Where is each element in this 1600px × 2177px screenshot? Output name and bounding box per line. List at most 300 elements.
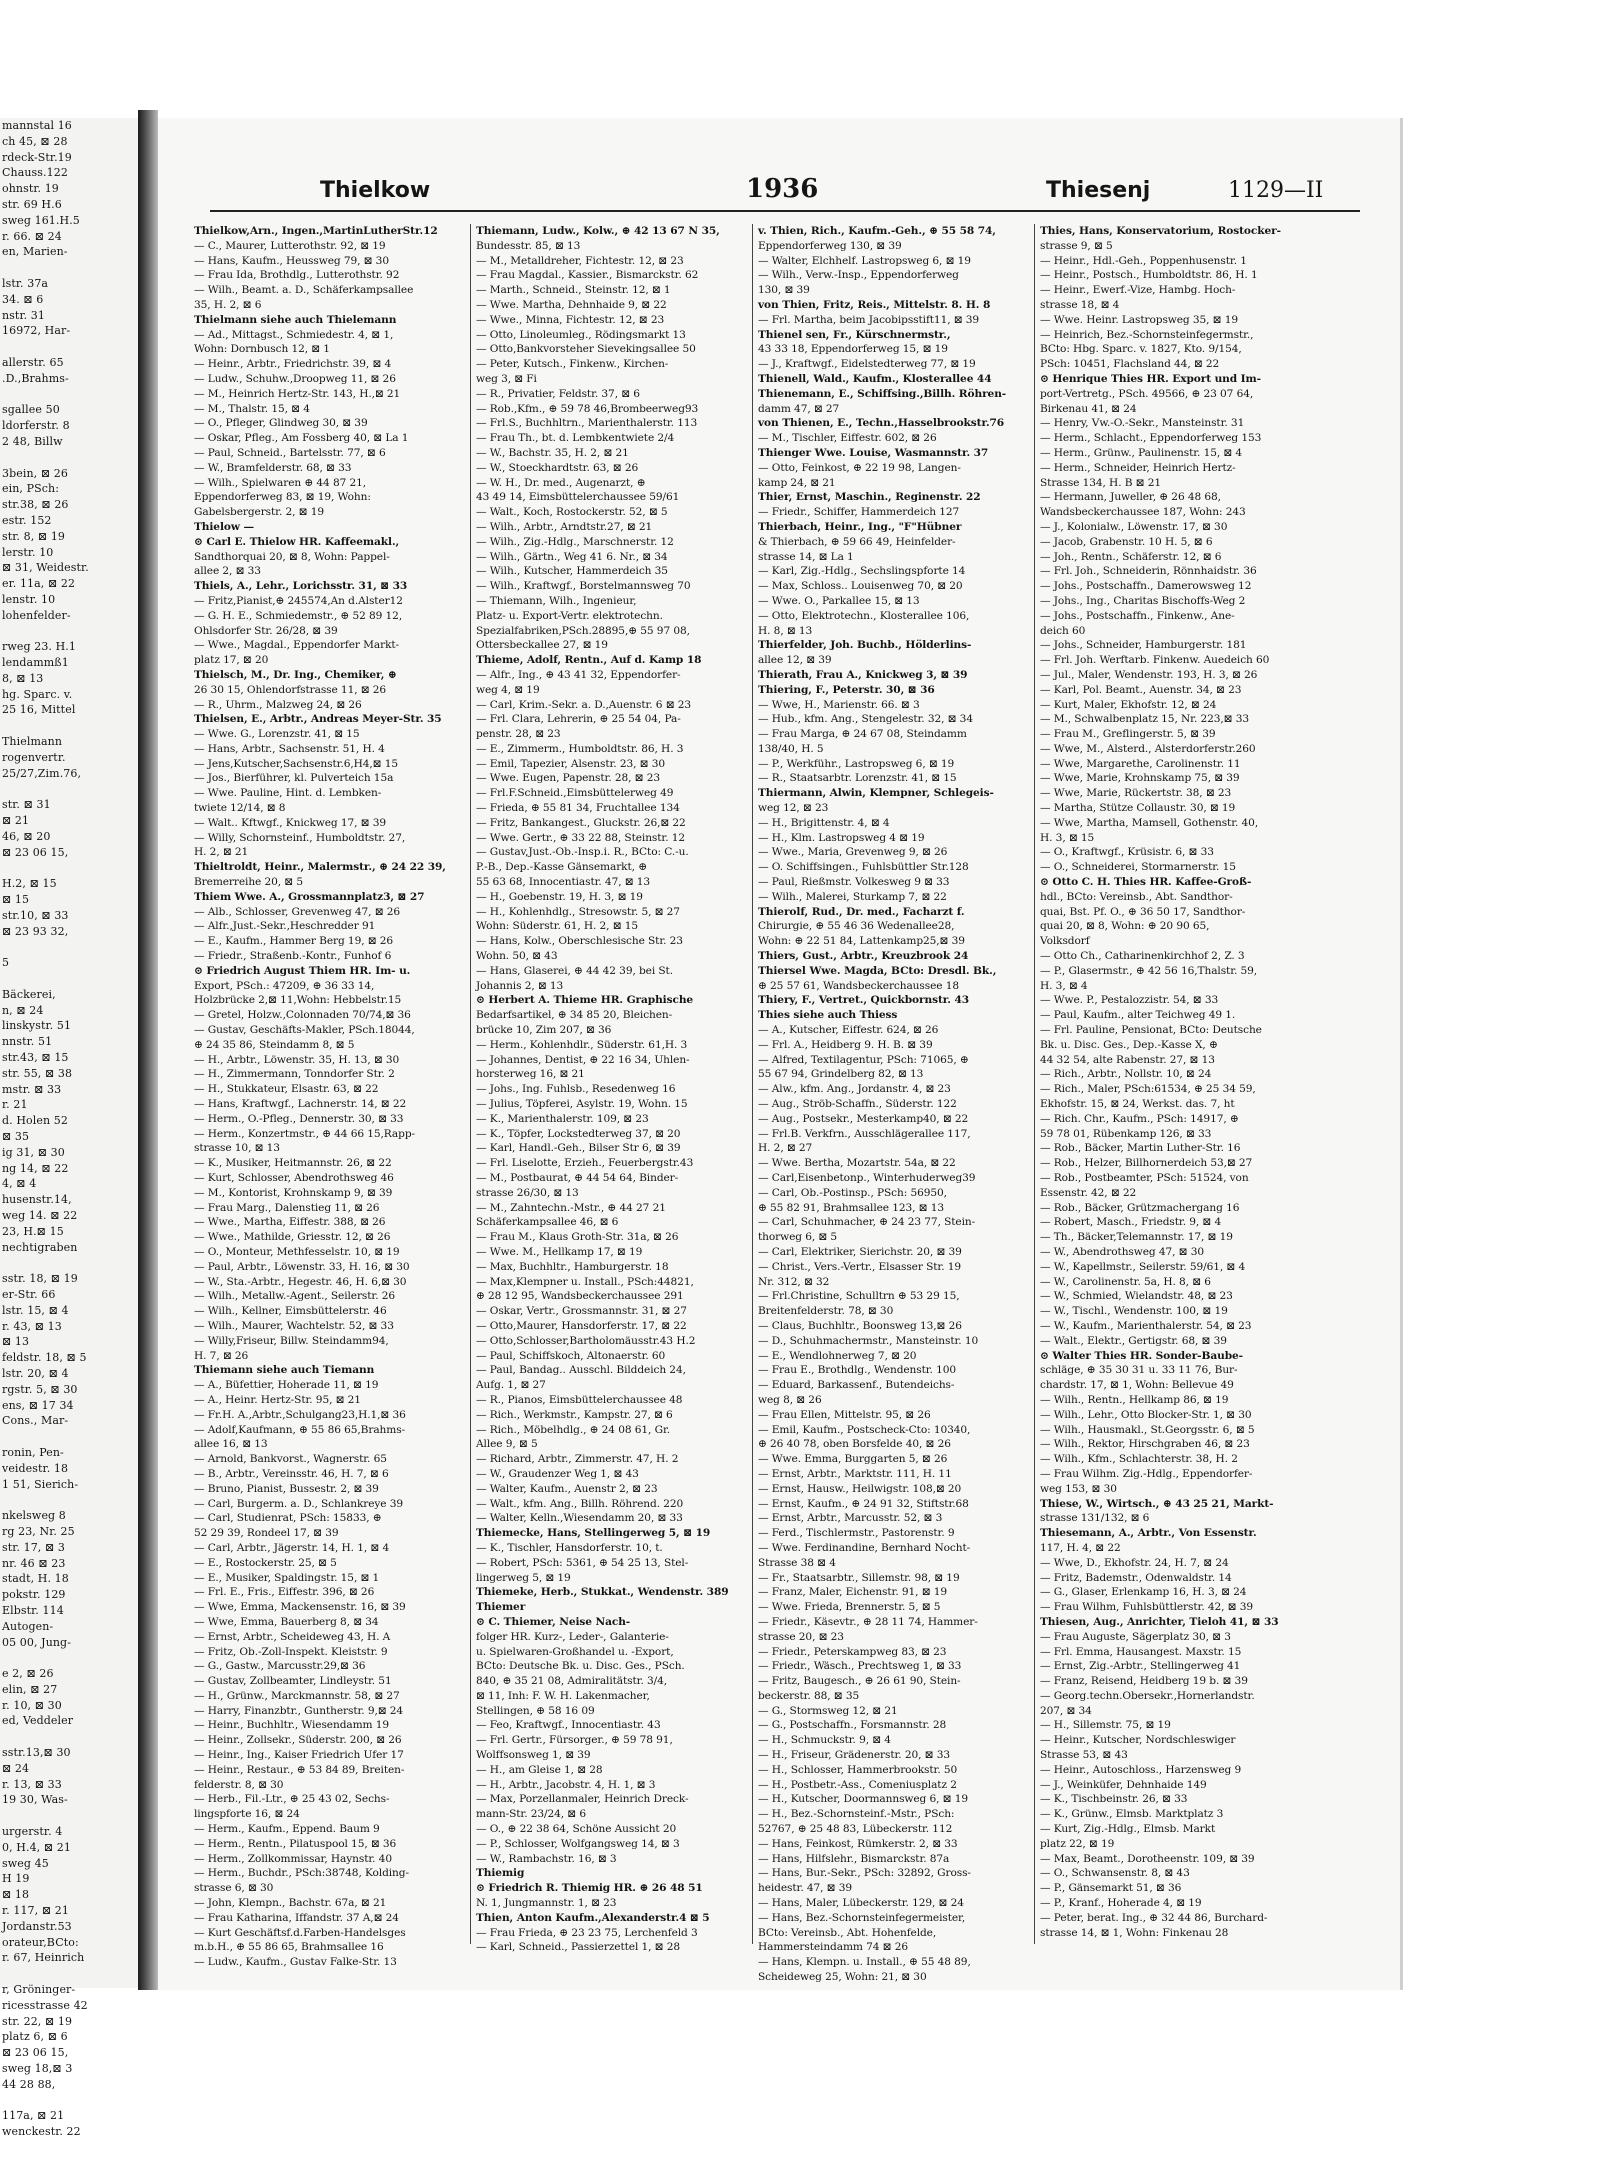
directory-entry-line: 138/40, H. 5 [758,742,824,755]
directory-entry-line: Bk. u. Disc. Ges., Dep.-Kasse X, ⊕ [1040,1038,1218,1051]
left-page-text-fragment: sweg 161.H.5 [2,213,80,227]
directory-entry-line: — Arnold, Bankvorst., Wagnerstr. 65 [194,1453,387,1466]
directory-entry-line: — Wilh., Gärtn., Weg 41 6. Nr., ⊠ 34 [476,550,668,563]
left-page-text-fragment: feldstr. 18, ⊠ 5 [2,1351,87,1365]
directory-entry-line: — Max, Buchhltr., Hamburgerstr. 18 [476,1260,669,1273]
directory-entry-line: 43 33 18, Eppendorferweg 15, ⊠ 19 [758,343,948,356]
left-page-text-fragment: 44 28 88, [2,2077,56,2091]
directory-entry-line: Ekhofstr. 15, ⊠ 24, Werkst. das. 7, ht [1040,1098,1235,1111]
directory-entry-line: — Wwe, D., Ekhofstr. 24, H. 7, ⊠ 24 [1040,1556,1229,1569]
left-page-text-fragment: .D.,Brahms- [2,371,69,385]
left-page-text-fragment: 1 51, Sierich- [2,1477,79,1491]
directory-entry-line: — Ernst, Arbtr., Marcusstr. 52, ⊠ 3 [758,1512,943,1525]
directory-entry-line: — Carl, Krim.-Sekr. a. D.,Auenstr. 6 ⊠ 23 [476,698,692,711]
directory-entry-line: — Herm., Schlacht., Eppendorferweg 153 [1040,432,1262,445]
left-page-text-fragment: lstr. 15, ⊠ 4 [2,1303,69,1317]
directory-entry-line: ⊙ Carl E. Thielow HR. Kaffeemakl., [194,535,400,548]
left-page-text-fragment: platz 6, ⊠ 6 [2,2030,68,2044]
directory-entry-line: ⊙ Friedrich R. Thiemig HR. ⊕ 26 48 51 [476,1882,703,1895]
directory-entry-line: — Heinr., Restaur., ⊕ 53 84 89, Breiten- [194,1763,405,1776]
directory-entry-line: — Wwe. Ferdinandine, Bernhard Nocht- [758,1541,971,1554]
directory-entry-line: — Herm., Zollkommissar, Haynstr. 40 [194,1852,392,1865]
directory-entry-line: — Ernst, Arbtr., Marktstr. 111, H. 11 [758,1467,952,1480]
directory-entry-line: — Frl. A., Heidberg 9. H. B. ⊠ 39 [758,1038,933,1051]
directory-entry-line: Nr. 312, ⊠ 32 [758,1275,830,1288]
directory-entry-line: PSch: 10451, Flachsland 44, ⊠ 22 [1040,358,1220,371]
directory-entry-line: strasse 18, ⊠ 4 [1040,298,1120,311]
directory-entry-line: — M., Tischler, Eiffestr. 602, ⊠ 26 [758,432,937,445]
directory-entry-line: — Johannes, Dentist, ⊕ 22 16 34, Uhlen- [476,1053,690,1066]
directory-entry-line: — Frau M., Greflingerstr. 5, ⊠ 39 [1040,728,1216,741]
directory-entry-line: — Hans, Glaserei, ⊕ 44 42 39, bei St. [476,964,673,977]
directory-entry-line: weg 3, ⊠ Fi [476,372,537,385]
directory-entry-line: — H., Kutscher, Doormannsweg 6, ⊠ 19 [758,1793,969,1806]
directory-entry-line: — O. Schiffsingen., Fuhlsbüttler Str.128 [758,861,969,874]
directory-entry-line: — W., Tischl., Wendenstr. 100, ⊠ 19 [1040,1305,1228,1318]
directory-entry-line: ⊙ Herbert A. Thieme HR. Graphische [476,994,694,1007]
directory-entry-line: — Frau Wilhm, Fuhlsbüttlerstr. 42, ⊠ 39 [1040,1601,1253,1614]
directory-entry-line: — Wwe. O., Parkallee 15, ⊠ 13 [758,594,920,607]
directory-entry-line: mann-Str. 23/24, ⊠ 6 [476,1808,586,1821]
directory-entry-line: Thiese, W., Wirtsch., ⊕ 43 25 21, Markt- [1040,1497,1274,1510]
directory-entry-line: — C., Maurer, Lutterothstr. 92, ⊠ 19 [194,239,386,252]
left-page-text-fragment [0,450,138,466]
directory-entry-line: — Walter, Kelln.,Wiesendamm 20, ⊠ 33 [476,1512,683,1525]
directory-entry-line: ⊠ 11, Inh: F. W. H. Lakenmacher, [476,1689,650,1702]
directory-entry-line: — Heinr., Kutscher, Nordschleswiger [1040,1734,1236,1747]
directory-entry-line: — Ad., Mittagst., Schmiedestr. 4, ⊠ 1, [194,328,394,341]
directory-entry-line: Thierbach, Heinr., Ing., "F"Hübner [758,520,962,533]
directory-entry-line: Essenstr. 42, ⊠ 22 [1040,1186,1137,1199]
directory-entry-line: — Herm., Kohlenhdlr., Süderstr. 61,H. 3 [476,1038,688,1051]
directory-entry-line: — Wwe. Heinr. Lastropsweg 35, ⊠ 19 [1040,313,1239,326]
directory-entry-line: — Frl. Gertr., Fürsorger., ⊕ 59 78 91, [476,1734,673,1747]
directory-entry-line: 130, ⊠ 39 [758,284,810,297]
directory-entry-line: Wandsbeckerchaussee 187, Wohn: 243 [1040,506,1246,519]
directory-entry-line: — H., Grünw., Marckmannstr. 58, ⊠ 27 [194,1689,400,1702]
directory-entry-line: P.-B., Dep.-Kasse Gänsemarkt, ⊕ [476,861,647,874]
directory-entry-line: — Carl, Burgerm. a. D., Schlankreye 39 [194,1497,404,1510]
directory-entry-line: — H., Brigittenstr. 4, ⊠ 4 [758,816,890,829]
directory-entry-line: — H., Stukkateur, Elsastr. 63, ⊠ 22 [194,1083,379,1096]
directory-entry-line: — O., Kraftwgf., Krüsistr. 6, ⊠ 33 [1040,846,1214,859]
directory-entry-line: Thiery, F., Vertret., Quickbornstr. 43 [758,994,969,1007]
left-page-text-fragment: str. 22, ⊠ 19 [2,2014,73,2028]
directory-entry-line: — Wilh., Rentn., Hellkamp 86, ⊠ 19 [1040,1393,1229,1406]
left-page-text-fragment: orateur,BCto: [2,1935,79,1949]
directory-entry-line: — Eduard, Barkassenf., Butendeichs- [758,1379,955,1392]
left-page-text-fragment: mannstal 16 [2,119,72,132]
left-page-text-fragment: ein, PSch: [2,482,59,496]
directory-entry-line: — Otto, Linoleumleg., Rödingsmarkt 13 [476,328,686,341]
directory-entry-line: heidestr. 47, ⊠ 39 [758,1882,852,1895]
directory-entry-line: ⊙ Henrique Thies HR. Export und Im- [1040,372,1261,385]
directory-entry-line: — Wwe. P., Pestalozzistr. 54, ⊠ 33 [1040,994,1219,1007]
directory-entry-line: — Frau Ida, Brothdlg., Lutterothstr. 92 [194,269,400,282]
left-page-text-fragment: str. 55, ⊠ 38 [2,1066,73,1080]
directory-entry-line: — O., Pfleger, Glindweg 30, ⊠ 39 [194,417,368,430]
directory-entry-line: — R., Pianos, Eimsbüttelerchaussee 48 [476,1393,683,1406]
directory-entry-line: Thieltroldt, Heinr., Malermstr., ⊕ 24 22 39, [194,861,446,874]
directory-entry-line: — Ludw., Schuhw.,Droopweg 11, ⊠ 26 [194,372,396,385]
directory-entry-line: allee 12, ⊠ 39 [758,654,832,667]
directory-entry-line: 55 67 94, Grindelberg 82, ⊠ 13 [758,1068,924,1081]
left-page-text-fragment: veidestr. 18 [2,1461,69,1475]
directory-entry-line: — K., Grünw., Elmsb. Marktplatz 3 [1040,1808,1224,1821]
directory-entry-line: 43 49 14, Eimsbüttelerchaussee 59/61 [476,491,680,504]
left-page-text-fragment: lohenfelder- [2,608,71,622]
directory-entry-line: — Max,Klempner u. Install., PSch:44821, [476,1275,694,1288]
left-page-text-fragment: sstr. 18, ⊠ 19 [2,1272,78,1286]
directory-entry-line: — Frieda, ⊕ 55 81 34, Fruchtallee 134 [476,802,680,815]
directory-entry-line: Ottersbeckallee 27, ⊠ 19 [476,639,608,652]
directory-entry-line: strasse 20, ⊠ 23 [758,1630,844,1643]
directory-entry-line: — E., Rostockerstr. 25, ⊠ 5 [194,1556,337,1569]
directory-entry-line: platz 22, ⊠ 19 [1040,1837,1115,1850]
directory-entry-line: — Willy,Friseur, Billw. Steindamm94, [194,1334,389,1347]
left-page-text-fragment: 34. ⊠ 6 [2,292,44,306]
left-page-text-fragment: Autogen- [2,1619,54,1633]
directory-entry-line: Schäferkampsallee 46, ⊠ 6 [476,1216,619,1229]
left-page-text-fragment: pokstr. 129 [2,1588,66,1602]
directory-entry-line: — Wilh., Maurer, Wachtelstr. 52, ⊠ 33 [194,1319,394,1332]
directory-entry-line: — Walter, Elchhelf. Lastropsweg 6, ⊠ 19 [758,254,971,267]
directory-entry-line: — Wwe. Eugen, Papenstr. 28, ⊠ 23 [476,772,660,785]
directory-entry-line: — Th., Bäcker,Telemannstr. 17, ⊠ 19 [1040,1231,1233,1244]
directory-entry-line: — Wilh., Kellner, Eimsbüttelerstr. 46 [194,1305,387,1318]
directory-entry-line: — Wilh., Beamt. a. D., Schäferkampsallee [194,284,414,297]
directory-entry-line: — Paul, Arbtr., Löwenstr. 33, H. 16, ⊠ 30 [194,1260,410,1273]
left-page-text-fragment: nr. 46 ⊠ 23 [2,1556,66,1570]
directory-entry-line: — Otto, Feinkost, ⊕ 22 19 98, Langen- [758,461,961,474]
directory-entry-line: Thiemann, Ludw., Kolw., ⊕ 42 13 67 N 35, [476,225,720,237]
directory-entry-line: — Wilh., Kraftwgf., Borstelmannsweg 70 [476,580,691,593]
directory-entry-line: Thiels, A., Lehr., Lorichsstr. 31, ⊠ 33 [194,580,408,593]
directory-entry-line: — E., Kaufm., Hammer Berg 19, ⊠ 26 [194,935,394,948]
directory-entry-line: — Heinr., Arbtr., Friedrichstr. 39, ⊠ 4 [194,358,392,371]
left-page-text-fragment: ronin, Pen- [2,1445,64,1459]
directory-entry-line: 52 29 39, Rondeel 17, ⊠ 39 [194,1527,339,1540]
directory-entry-line: — Frl. Emma, Hausangest. Maxstr. 15 [1040,1645,1242,1658]
directory-entry-line: Thiesemann, A., Arbtr., Von Essenstr. [1040,1527,1257,1540]
header-page-number: 1129—II [1228,178,1324,203]
directory-entry-line: strasse 9, ⊠ 5 [1040,239,1113,252]
directory-entry-line: — K., Tischler, Hansdorferstr. 10, t. [476,1541,663,1554]
directory-entry-line: — Ludw., Kaufm., Gustav Falke-Str. 13 [194,1956,397,1969]
directory-entry-line: — Max, Schloss.. Louisenweg 70, ⊠ 20 [758,580,963,593]
column-divider [1034,224,1035,1944]
directory-entry-line: H. 3, ⊠ 4 [1040,979,1088,992]
directory-entry-line: ⊕ 24 35 86, Steindamm 8, ⊠ 5 [194,1038,355,1051]
directory-entry-line: — Wilh., Malerei, Sturkamp 7, ⊠ 22 [758,890,947,903]
directory-entry-line: — K., Tischbeinstr. 26, ⊠ 33 [1040,1793,1188,1806]
directory-entry-line: — W., Bramfelderstr. 68, ⊠ 33 [194,461,352,474]
directory-entry-line: weg 153, ⊠ 30 [1040,1482,1117,1495]
directory-entry-line: — Wwe, M., Alsterd., Alsterdorferstr.260 [1040,742,1256,755]
left-page-text-fragment [0,1966,138,1982]
directory-entry-line: Johannis 2, ⊠ 13 [476,979,564,992]
directory-entry-line: — Emil, Tapezier, Alsenstr. 23, ⊠ 30 [476,757,665,770]
directory-entry-line: — Carl, Elektriker, Sierichstr. 20, ⊠ 39 [758,1245,962,1258]
left-page-text-fragment [0,781,138,797]
directory-entry-line: deich 60 [1040,624,1086,637]
directory-entry-line: — H., Sillemstr. 75, ⊠ 19 [1040,1719,1171,1732]
directory-entry-line: — Marth., Schneid., Steinstr. 12, ⊠ 1 [476,284,671,297]
directory-entry-line: — Wwe. M., Hellkamp 17, ⊠ 19 [476,1245,643,1258]
directory-entry-line: — Hans, Bur.-Sekr., PSch: 32892, Gross- [758,1867,971,1880]
directory-entry-line: — M., Heinrich Hertz-Str. 143, H.,⊠ 21 [194,387,401,400]
directory-entry-line: Eppendorferweg 83, ⊠ 19, Wohn: [194,491,371,504]
directory-entry-line: Thienel sen, Fr., Kürschnermstr., [758,328,951,341]
directory-entry-line: — Herb., Fil.-Ltr., ⊕ 25 43 02, Sechs- [194,1793,390,1806]
left-page-text-fragment: r. 117, ⊠ 21 [2,1904,69,1918]
left-page-text-fragment: ⊠ 13 [2,1335,30,1349]
directory-entry-line: — A., Heinr. Hertz-Str. 95, ⊠ 21 [194,1393,361,1406]
directory-entry-line: u. Spielwaren-Großhandel u. -Export, [476,1645,674,1658]
directory-entry-line: — G., Postschaffn., Forsmannstr. 28 [758,1719,947,1732]
directory-entry-line: strasse 131/132, ⊠ 6 [1040,1512,1150,1525]
directory-entry-line: strasse 10, ⊠ 13 [194,1142,280,1155]
column-1 [194,224,466,1969]
directory-entry-line: — Frl. Joh. Werftarb. Finkenw. Auedeich 60 [1040,654,1270,667]
left-page-text-fragment: 8, ⊠ 13 [2,671,44,685]
directory-entry-line: — Wwe. Martha, Dehnhaide 9, ⊠ 22 [476,298,667,311]
directory-entry-line: — Wilh., Kfm., Schlachterstr. 38, H. 2 [1040,1453,1238,1466]
directory-entry-line: — P., Schlosser, Wolfgangsweg 14, ⊠ 3 [476,1837,680,1850]
directory-entry-line: Aufg. 1, ⊠ 27 [476,1379,546,1392]
directory-entry-line: Bedarfsartikel, ⊕ 34 85 20, Bleichen- [476,1009,673,1022]
directory-entry-line: — Alfr.,Just.-Sekr.,Heschredder 91 [194,920,376,933]
left-page-text-fragment: lerstr. 10 [2,545,54,559]
directory-entry-line: felderstr. 8, ⊠ 30 [194,1778,284,1791]
directory-entry-line: ⊕ 28 12 95, Wandsbeckerchaussee 291 [476,1290,684,1303]
directory-entry-line: — P., Kranf., Hoherade 4, ⊠ 19 [1040,1897,1202,1910]
left-page-fragment [0,118,144,2139]
left-page-text-fragment: str.10, ⊠ 33 [2,908,69,922]
directory-entry-line: — Gustav, Geschäfts-Makler, PSch.18044, [194,1024,415,1037]
directory-entry-line: — Julius, Töpferei, Asylstr. 19, Wohn. 15 [476,1098,688,1111]
directory-entry-line: — Joh., Rentn., Schäferstr. 12, ⊠ 6 [1040,550,1222,563]
directory-entry-line: — J., Kraftwgf., Eidelstedterweg 77, ⊠ 19 [758,358,976,371]
left-page-text-fragment [0,1808,138,1824]
directory-entry-line: 55 63 68, Innocentiastr. 47, ⊠ 13 [476,876,651,889]
left-page-text-fragment: lstr. 37a [2,276,49,290]
directory-entry-line: — Wwe., Magdal., Eppendorfer Markt- [194,639,400,652]
left-page-text-fragment: 05 00, Jung- [2,1635,72,1649]
directory-entry-line: — Herm., Kaufm., Eppend. Baum 9 [194,1823,380,1836]
directory-entry-line: — Gretel, Holzw.,Colonnaden 70/74,⊠ 36 [194,1009,411,1022]
directory-entry-line: Thiermann, Alwin, Klempner, Schlegeis- [758,787,994,800]
directory-entry-line: Thierolf, Rud., Dr. med., Facharzt f. [758,905,965,918]
directory-entry-line: — Christ., Vers.-Vertr., Elsasser Str. 19 [758,1260,962,1273]
directory-entry-line: Bremerreihe 20, ⊠ 5 [194,876,303,889]
directory-entry-line: Wolffsonsweg 1, ⊠ 39 [476,1749,591,1762]
directory-entry-line: — H., Postbetr.-Ass., Comeniusplatz 2 [758,1778,957,1791]
directory-entry-line: — R., Uhrm., Malzweg 24, ⊠ 26 [194,698,362,711]
left-page-text-fragment [0,1729,138,1745]
directory-entry-line: — D., Schuhmachermstr., Mansteinstr. 10 [758,1334,979,1347]
directory-entry-line: — Paul, Schiffskoch, Altonaerstr. 60 [476,1349,666,1362]
left-page-text-fragment: rdeck-Str.19 [2,150,72,164]
directory-entry-line: Thiem Wwe. A., Grossmannplatz3, ⊠ 27 [194,890,425,903]
left-page-text-fragment: Chauss.122 [2,166,68,180]
directory-entry-line: & Thierbach, ⊕ 59 66 49, Heinfelder- [758,535,956,548]
left-page-text-fragment: r. 66. ⊠ 24 [2,229,62,243]
directory-entry-line: — M., Kontorist, Krohnskamp 9, ⊠ 39 [194,1186,393,1199]
directory-entry-line: — P., Werkführ., Lastropsweg 6, ⊠ 19 [758,757,955,770]
directory-entry-line: Wohn. 50, ⊠ 43 [476,950,558,963]
directory-entry-line: — Rob., Postbeamter, PSch: 51524, von [1040,1172,1249,1184]
directory-entry-line: — Hans, Bez.-Schornsteinfegermeister, [758,1911,966,1924]
directory-entry-line: — Wilh., Metallw.-Agent., Seilerstr. 26 [194,1290,396,1303]
left-page-text-fragment: er. 11a, ⊠ 22 [2,577,76,591]
left-page-text-fragment: Bäckerei, [2,987,56,1001]
directory-entry-line: Thiemig [476,1867,525,1880]
directory-entry-line: — H., Klm. Lastropsweg 4 ⊠ 19 [758,831,925,844]
left-page-text-fragment: lstr. 20, ⊠ 4 [2,1366,69,1380]
directory-entry-line: — Robert, PSch: 5361, ⊕ 54 25 13, Stel- [476,1556,689,1569]
directory-entry-line: — Martha, Stütze Collaustr. 30, ⊠ 19 [1040,802,1236,815]
directory-entry-line: — O., Schneiderei, Stormarnerstr. 15 [1040,861,1236,874]
directory-entry-line: — K., Musiker, Heitmannstr. 26, ⊠ 22 [194,1157,392,1170]
left-page-text-fragment: hg. Sparc. v. [2,687,73,701]
directory-entry-line: — Claus, Buchhltr., Boonsweg 13,⊠ 26 [758,1319,962,1332]
directory-entry-line: — Georg.techn.Obersekr.,Hornerlandstr. [1040,1689,1255,1702]
left-page-text-fragment: H.2, ⊠ 15 [2,877,57,891]
directory-entry-line: — Wilh., Spielwaren ⊕ 44 87 21, [194,476,367,489]
directory-entry-line: weg 4, ⊠ 19 [476,683,540,696]
directory-entry-line: — Frl. Clara, Lehrerin, ⊕ 25 54 04, Pa- [476,713,681,726]
left-page-text-fragment: en, Marien- [2,245,68,259]
directory-entry-line: — Alfred, Textilagentur, PSch: 71065, ⊕ [758,1053,969,1066]
directory-entry-line: — Wilh., Rektor, Hirschgraben 46, ⊠ 23 [1040,1438,1250,1451]
directory-entry-line: — Fritz, Ob.-Zoll-Inspekt. Kleiststr. 9 [194,1645,388,1658]
directory-entry-line: Thienger Wwe. Louise, Wasmannstr. 37 [758,446,989,459]
directory-entry-line: — Wwe. G., Lorenzstr. 41, ⊠ 15 [194,728,360,741]
directory-entry-line: — Heinr., Postsch., Humboldtstr. 86, H. 1 [1040,269,1258,282]
directory-entry-line: — Frl. Joh., Schneiderin, Rönnhaidstr. 36 [1040,565,1257,578]
directory-entry-line: — Friedr., Peterskampweg 83, ⊠ 23 [758,1645,947,1658]
directory-entry-line: 840, ⊕ 35 21 08, Admiralitätstr. 3/4, [476,1675,668,1688]
left-page-text-fragment: ig 31, ⊠ 30 [2,1145,65,1159]
book-gutter [138,110,158,1990]
directory-entry-line: — Kurt, Maler, Ekhofstr. 12, ⊠ 24 [1040,698,1217,711]
directory-entry-line: — Rich. Chr., Kaufm., PSch: 14917, ⊕ [1040,1112,1239,1125]
directory-entry-line: — Frau Wilhm. Zig.-Hdlg., Eppendorfer- [1040,1467,1253,1480]
directory-entry-line: — Frau Marga, ⊕ 24 67 08, Steindamm [758,728,967,741]
left-page-text-fragment: 2 48, Billw [2,434,63,448]
left-page-text-fragment [0,624,138,640]
directory-entry-line: — W., Sta.-Arbtr., Hegestr. 46, H. 6,⊠ 30 [194,1275,407,1288]
header-year: 1936 [746,174,819,204]
directory-entry-line: — Rich., Maler, PSch:61534, ⊕ 25 34 59, [1040,1083,1256,1096]
left-page-text-fragment: e 2, ⊠ 26 [2,1667,54,1681]
column-divider [752,224,753,1944]
directory-entry-line: — H., Schlosser, Hammerbrookstr. 50 [758,1763,958,1776]
directory-entry-line: — Willy, Schornsteinf., Humboldtstr. 27, [194,831,406,844]
header-rule [210,210,1360,212]
directory-entry-line: Thielsch, M., Dr. Ing., Chemiker, ⊕ [194,668,397,681]
directory-entry-line: — Hans, Kraftwgf., Lachnerstr. 14, ⊠ 22 [194,1098,407,1111]
left-page-text-fragment: 23, H.⊠ 15 [2,1224,64,1238]
directory-entry-line: — W., Rambachstr. 16, ⊠ 3 [476,1852,617,1865]
directory-entry-line: ⊙ C. Thiemer, Neise Nach- [476,1615,631,1628]
directory-entry-line: Thiersel Wwe. Magda, BCto: Dresdl. Bk., [758,964,997,977]
directory-entry-line: — Heinr., Buchhltr., Wiesendamm 19 [194,1719,390,1732]
directory-entry-line: — Paul, Kaufm., alter Teichweg 49 1. [1040,1009,1236,1022]
directory-entry-line: — Carl, Studienrat, PSch: 15833, ⊕ [194,1512,382,1525]
directory-entry-line: Strasse 38 ⊠ 4 [758,1556,836,1569]
directory-entry-line: ⊕ 55 82 91, Brahmsallee 123, ⊠ 13 [758,1201,945,1214]
left-page-text-fragment: sweg 45 [2,1856,49,1870]
directory-entry-line: — Wwe., Mathilde, Griesstr. 12, ⊠ 26 [194,1231,391,1244]
directory-entry-line: — E., Zimmerm., Humboldtstr. 86, H. 3 [476,742,684,755]
directory-entry-line: — Karl, Handl.-Geh., Bilser Str 6, ⊠ 39 [476,1142,681,1155]
left-page-text-fragment [0,971,138,987]
left-page-text-fragment: r. 10, ⊠ 30 [2,1698,62,1712]
directory-entry-line: — Franz, Maler, Eichenstr. 91, ⊠ 19 [758,1586,948,1599]
directory-entry-line: — Frau Auguste, Sägerplatz 30, ⊠ 3 [1040,1630,1231,1643]
directory-entry-line: — Frl. E., Fris., Eiffestr. 396, ⊠ 26 [194,1586,375,1599]
directory-entry-line: hdl., BCto: Vereinsb., Abt. Sandthor- [1040,890,1233,903]
left-page-text-fragment [0,1255,138,1271]
left-page-text-fragment: nkelsweg 8 [2,1509,66,1523]
left-page-text-fragment: lendammß1 [2,656,69,670]
directory-entry-line: — W., Graudenzer Weg 1, ⊠ 43 [476,1467,639,1480]
directory-entry-line: — Karl, Zig.-Hdlg., Sechslingspforte 14 [758,565,966,578]
directory-entry-line: — Wwe. Frieda, Brennerstr. 5, ⊠ 5 [758,1601,941,1614]
directory-entry-line: — Herm., Grünw., Paulinenstr. 15, ⊠ 4 [1040,446,1243,459]
left-page-text-fragment: r, Gröninger- [2,1983,76,1997]
left-page-text-fragment: allerstr. 65 [2,355,64,369]
directory-entry-line: — Wwe, H., Marienstr. 66. ⊠ 3 [758,698,920,711]
left-page-text-fragment: str. ⊠ 31 [2,798,51,812]
directory-entry-line: BCto: Hbg. Sparc. v. 1827, Kto. 9/154, [1040,343,1242,356]
column-divider [470,224,471,1944]
left-page-text-fragment: ⊠ 35 [2,1130,30,1143]
directory-entry-line: weg 8, ⊠ 26 [758,1393,822,1406]
directory-entry-line: — Hans, Hilfslehr., Bismarckstr. 87a [758,1852,950,1865]
directory-entry-line: — Otto,Schlosser,Bartholomäusstr.43 H.2 [476,1334,696,1347]
directory-entry-line: allee 2, ⊠ 33 [194,565,261,578]
directory-entry-line: Volksdorf [1040,935,1090,948]
directory-entry-line: — Wilh., Hausmakl., St.Georgsstr. 6, ⊠ 5 [1040,1423,1255,1436]
directory-entry-line: — W. H., Dr. med., Augenarzt, ⊕ [476,476,646,489]
directory-entry-line: weg 12, ⊠ 23 [758,802,829,815]
column-4 [1040,224,1312,1954]
directory-entry-line: — Jos., Bierführer, kl. Pulverteich 15a [194,772,394,785]
left-page-text-fragment: Elbstr. 114 [2,1603,64,1617]
left-page-text-fragment: str. 17, ⊠ 3 [2,1540,66,1554]
directory-entry-line: — Frau E., Brothdlg., Wendenstr. 100 [758,1364,957,1377]
directory-entry-line: Thiemer [476,1601,526,1614]
directory-entry-line: — Heinrich, Bez.-Schornsteinfegermstr., [1040,328,1254,341]
left-page-text-fragment: 3bein, ⊠ 26 [2,466,68,480]
directory-entry-line: Thielkow,Arn., Ingen.,MartinLutherStr.12 [194,225,438,237]
directory-entry-line: ⊙ Otto C. H. Thies HR. Kaffee-Groß- [1040,876,1252,889]
left-page-text-fragment: urgerstr. 4 [2,1825,63,1839]
directory-entry-line: — W., Kaufm., Marienthalerstr. 54, ⊠ 23 [1040,1319,1252,1332]
directory-entry-line: — Frau Magdal., Kassier., Bismarckstr. 62 [476,269,699,282]
left-page-text-fragment: ens, ⊠ 17 34 [2,1398,74,1412]
directory-entry-line: — Rob., Bäcker, Martin Luther-Str. 16 [1040,1142,1241,1155]
directory-entry-line: — P., Glasermstr., ⊕ 42 56 16,Thalstr. 59, [1040,964,1258,977]
directory-entry-line: Wohn: ⊕ 22 51 84, Lattenkamp25,⊠ 39 [758,935,965,948]
directory-entry-line: — P., Gänsemarkt 51, ⊠ 36 [1040,1882,1182,1895]
left-page-text-fragment: 5 [2,956,10,970]
directory-entry-line: Thien, Anton Kaufm.,Alexanderstr.4 ⊠ 5 [476,1911,710,1924]
directory-entry-line: von Thienen, E., Techn.,Hasselbrookstr.76 [758,417,1005,430]
